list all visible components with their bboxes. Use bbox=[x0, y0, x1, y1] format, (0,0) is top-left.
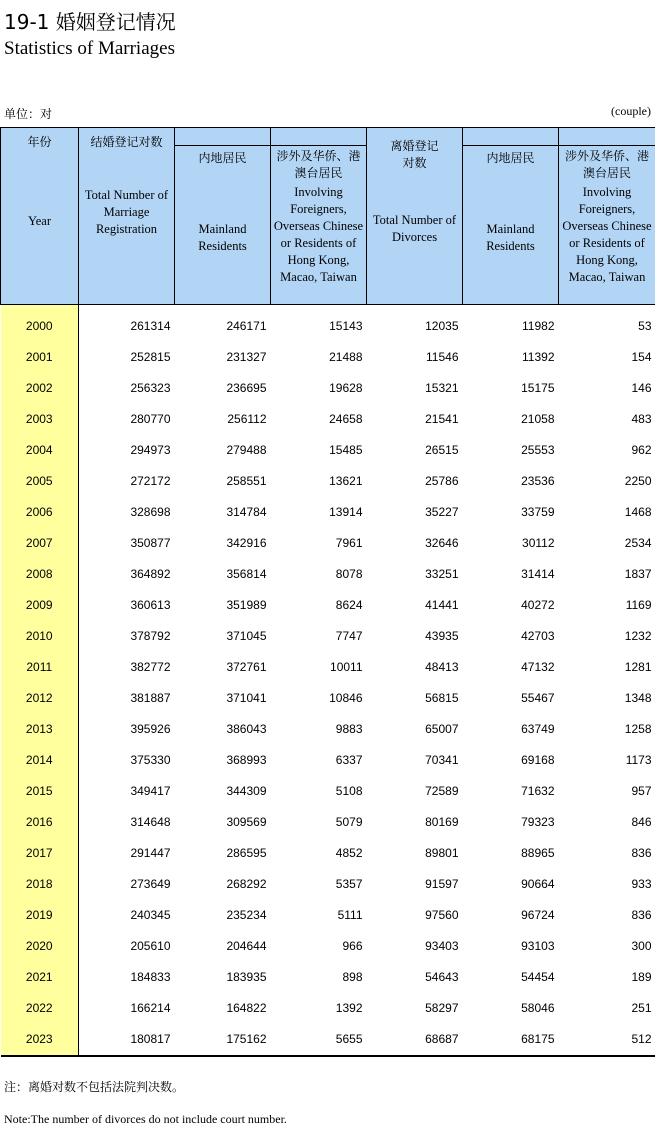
cell-marriage-foreign: 7747 bbox=[335, 629, 363, 643]
cell-marriage-total: 294973 bbox=[130, 443, 171, 457]
cell-marriage-foreign: 5357 bbox=[335, 877, 363, 891]
cell-marriage-foreign: 15485 bbox=[329, 443, 363, 457]
cell-divorce-foreign: 146 bbox=[631, 381, 652, 395]
table-row bbox=[1, 869, 655, 900]
table-row bbox=[1, 435, 655, 466]
cell-marriage-total: 166214 bbox=[130, 1001, 171, 1015]
cell-divorce-mainland: 23536 bbox=[521, 474, 555, 488]
cell-divorce-mainland: 63749 bbox=[521, 722, 555, 736]
cell-marriage-mainland: 386043 bbox=[226, 722, 267, 736]
cell-year: 2019 bbox=[1, 900, 79, 931]
cell-year: 2018 bbox=[1, 869, 79, 900]
cell-marriage-foreign: 1392 bbox=[335, 1001, 363, 1015]
cell-marriage-total: 184833 bbox=[130, 970, 171, 984]
cell-divorce-mainland: 68175 bbox=[463, 1024, 559, 1056]
table-row bbox=[1, 931, 655, 962]
cell-divorce-foreign: 957 bbox=[631, 784, 652, 798]
cell-marriage-mainland: 344309 bbox=[226, 784, 267, 798]
cell-year: 2021 bbox=[1, 962, 79, 993]
cell-year: 2020 bbox=[1, 931, 79, 962]
header-divorce-foreign-cn: 涉外及华侨、港澳台居民 bbox=[564, 149, 649, 180]
table-row bbox=[1, 745, 655, 776]
cell-marriage-mainland: 164822 bbox=[226, 1001, 267, 1015]
cell-divorce-total: 41441 bbox=[425, 598, 459, 612]
cell-marriage-foreign: 13621 bbox=[329, 474, 363, 488]
cell-marriage-foreign: 21488 bbox=[329, 350, 363, 364]
cell-year: 2016 bbox=[1, 807, 79, 838]
cell-divorce-foreign: 1232 bbox=[624, 629, 652, 643]
cell-year: 2014 bbox=[1, 745, 79, 776]
cell-marriage-foreign: 6337 bbox=[335, 753, 363, 767]
cell-divorce-total: 68687 bbox=[367, 1024, 463, 1056]
header-divorce-mainland-cn: 内地居民 bbox=[486, 151, 535, 165]
cell-divorce-mainland: 40272 bbox=[521, 598, 555, 612]
cell-divorce-mainland: 90664 bbox=[521, 877, 555, 891]
cell-marriage-mainland: 231327 bbox=[226, 350, 267, 364]
table-row bbox=[1, 776, 655, 807]
cell-divorce-foreign: 483 bbox=[631, 412, 652, 426]
cell-marriage-mainland: 236695 bbox=[226, 381, 267, 395]
cell-divorce-foreign: 1348 bbox=[624, 691, 652, 705]
header-divorce-foreign bbox=[559, 146, 655, 305]
cell-marriage-total: 375330 bbox=[130, 753, 171, 767]
cell-marriage-mainland: 356814 bbox=[226, 567, 267, 581]
cell-marriage-mainland: 235234 bbox=[226, 908, 267, 922]
table-row bbox=[1, 528, 655, 559]
cell-divorce-total: 65007 bbox=[425, 722, 459, 736]
table-row bbox=[1, 807, 655, 838]
cell-divorce-mainland: 47132 bbox=[521, 660, 555, 674]
cell-marriage-foreign: 8078 bbox=[335, 567, 363, 581]
cell-marriage-foreign: 9883 bbox=[335, 722, 363, 736]
cell-divorce-foreign: 189 bbox=[631, 970, 652, 984]
header-marriage-mainland bbox=[175, 146, 271, 305]
cell-marriage-foreign: 19628 bbox=[329, 381, 363, 395]
page-title-en: Statistics of Marriages bbox=[4, 38, 175, 59]
cell-divorce-mainland: 79323 bbox=[521, 815, 555, 829]
cell-divorce-mainland: 21058 bbox=[521, 412, 555, 426]
cell-divorce-mainland: 42703 bbox=[521, 629, 555, 643]
cell-divorce-total: 72589 bbox=[425, 784, 459, 798]
cell-year: 2006 bbox=[1, 497, 79, 528]
header-year-en: Year bbox=[27, 214, 52, 228]
header-divorce-mainland bbox=[463, 146, 559, 305]
cell-marriage-total: 349417 bbox=[130, 784, 171, 798]
cell-marriage-foreign: 7961 bbox=[335, 536, 363, 550]
cell-marriage-mainland: 371045 bbox=[226, 629, 267, 643]
cell-divorce-total: 15321 bbox=[425, 381, 459, 395]
cell-marriage-total: 256323 bbox=[130, 381, 171, 395]
cell-divorce-mainland: 11392 bbox=[522, 350, 555, 364]
cell-year: 2017 bbox=[1, 838, 79, 869]
cell-marriage-foreign: 4852 bbox=[335, 846, 363, 860]
cell-divorce-mainland: 54454 bbox=[521, 970, 555, 984]
header-marriage-mainland-cn: 内地居民 bbox=[198, 151, 247, 165]
cell-divorce-mainland: 88965 bbox=[521, 846, 555, 860]
cell-divorce-foreign: 1258 bbox=[624, 722, 652, 736]
cell-divorce-foreign: 846 bbox=[631, 815, 652, 829]
cell-marriage-total: 272172 bbox=[130, 474, 171, 488]
cell-year: 2000 bbox=[1, 305, 79, 343]
cell-marriage-mainland: 351989 bbox=[226, 598, 267, 612]
header-gap bbox=[559, 128, 655, 146]
cell-year: 2007 bbox=[1, 528, 79, 559]
cell-divorce-total: 21541 bbox=[425, 412, 459, 426]
cell-divorce-total: 58297 bbox=[425, 1001, 459, 1015]
cell-divorce-total: 56815 bbox=[425, 691, 459, 705]
cell-divorce-foreign: 1281 bbox=[624, 660, 652, 674]
cell-divorce-mainland: 33759 bbox=[521, 505, 555, 519]
table-row bbox=[1, 404, 655, 435]
unit-label-cn: 单位：对 bbox=[4, 107, 53, 121]
cell-marriage-foreign: 15143 bbox=[329, 319, 363, 333]
header-gap bbox=[271, 128, 367, 146]
cell-marriage-total: 240345 bbox=[130, 908, 171, 922]
cell-divorce-total: 12035 bbox=[425, 319, 459, 333]
cell-marriage-total: 378792 bbox=[130, 629, 171, 643]
cell-divorce-foreign: 2250 bbox=[624, 474, 652, 488]
cell-marriage-mainland: 204644 bbox=[226, 939, 267, 953]
table-row bbox=[1, 838, 655, 869]
cell-marriage-total: 360613 bbox=[130, 598, 171, 612]
cell-divorce-total: 97560 bbox=[425, 908, 459, 922]
footnote-en: Note:The number of divorces do not include court number. bbox=[4, 1112, 287, 1126]
cell-marriage-mainland: 309569 bbox=[226, 815, 267, 829]
cell-marriage-mainland: 246171 bbox=[226, 319, 267, 333]
cell-divorce-mainland: 11982 bbox=[522, 319, 555, 333]
cell-marriage-foreign: 5108 bbox=[335, 784, 363, 798]
header-marriage-foreign bbox=[271, 146, 367, 305]
cell-year: 2008 bbox=[1, 559, 79, 590]
cell-marriage-total: 252815 bbox=[130, 350, 171, 364]
cell-marriage-foreign: 898 bbox=[342, 970, 363, 984]
table-row bbox=[1, 305, 655, 343]
header-marriage-foreign-cn: 涉外及华侨、港澳台居民 bbox=[276, 149, 361, 180]
cell-marriage-foreign: 10846 bbox=[329, 691, 363, 705]
table-row bbox=[1, 993, 655, 1024]
cell-divorce-total: 93403 bbox=[425, 939, 459, 953]
cell-marriage-total: 314648 bbox=[130, 815, 171, 829]
cell-divorce-mainland: 71632 bbox=[521, 784, 555, 798]
cell-marriage-foreign: 13914 bbox=[329, 505, 363, 519]
cell-marriage-foreign: 966 bbox=[342, 939, 363, 953]
cell-marriage-total: 273649 bbox=[130, 877, 171, 891]
cell-marriage-total: 364892 bbox=[130, 567, 171, 581]
table-row bbox=[1, 714, 655, 745]
cell-divorce-foreign: 933 bbox=[631, 877, 652, 891]
table-row bbox=[1, 497, 655, 528]
cell-year: 2003 bbox=[1, 404, 79, 435]
header-divorce-mainland-en: Mainland Residents bbox=[486, 222, 535, 253]
cell-divorce-total: 43935 bbox=[425, 629, 459, 643]
cell-marriage-total: 291447 bbox=[130, 846, 171, 860]
header-marriage-mainland-en: Mainland Residents bbox=[198, 222, 247, 253]
cell-divorce-mainland: 30112 bbox=[522, 536, 555, 550]
cell-divorce-foreign: 1173 bbox=[625, 753, 652, 767]
cell-marriage-total: 350877 bbox=[130, 536, 171, 550]
unit-label-en: (couple) bbox=[611, 104, 651, 118]
cell-marriage-mainland: 371041 bbox=[226, 691, 267, 705]
table-body bbox=[1, 305, 655, 1057]
header-marriage-total-en: Total Number of Marriage Registration bbox=[84, 188, 169, 236]
cell-divorce-foreign: 1468 bbox=[624, 505, 652, 519]
cell-divorce-total: 89801 bbox=[425, 846, 459, 860]
cell-divorce-total: 35227 bbox=[425, 505, 459, 519]
cell-divorce-total: 25786 bbox=[425, 474, 459, 488]
cell-marriage-foreign: 5655 bbox=[271, 1024, 367, 1056]
cell-year: 2009 bbox=[1, 590, 79, 621]
cell-divorce-foreign: 2534 bbox=[624, 536, 652, 550]
header-year-cn: 年份 bbox=[27, 135, 52, 149]
cell-year: 2022 bbox=[1, 993, 79, 1024]
table-row bbox=[1, 900, 655, 931]
marriage-statistics-table bbox=[0, 127, 655, 1057]
table-row bbox=[1, 683, 655, 714]
header-divorce-total-cn: 离婚登记对数 bbox=[390, 139, 439, 170]
cell-marriage-total: 280770 bbox=[130, 412, 171, 426]
footnote-cn: 注：离婚对数不包括法院判决数。 bbox=[4, 1080, 185, 1094]
cell-divorce-total: 91597 bbox=[425, 877, 459, 891]
cell-year: 2002 bbox=[1, 373, 79, 404]
cell-marriage-total: 180817 bbox=[79, 1024, 175, 1056]
cell-divorce-foreign: 251 bbox=[631, 1001, 652, 1015]
cell-year: 2001 bbox=[1, 342, 79, 373]
header-gap bbox=[463, 128, 559, 146]
cell-divorce-foreign: 53 bbox=[638, 319, 652, 333]
cell-divorce-foreign: 512 bbox=[559, 1024, 655, 1056]
table-row bbox=[1, 559, 655, 590]
header-divorce-total-en: Total Number of Divorces bbox=[372, 213, 457, 244]
cell-divorce-foreign: 962 bbox=[631, 443, 652, 457]
cell-marriage-mainland: 175162 bbox=[175, 1024, 271, 1056]
cell-year: 2004 bbox=[1, 435, 79, 466]
header-divorce-total bbox=[367, 128, 463, 305]
cell-divorce-mainland: 31414 bbox=[521, 567, 555, 581]
cell-divorce-mainland: 96724 bbox=[521, 908, 555, 922]
cell-divorce-total: 33251 bbox=[425, 567, 459, 581]
cell-divorce-foreign: 300 bbox=[631, 939, 652, 953]
cell-marriage-total: 381887 bbox=[130, 691, 171, 705]
header-year bbox=[1, 128, 79, 305]
cell-marriage-mainland: 256112 bbox=[227, 412, 267, 426]
header-marriage-total-cn: 结婚登记对数 bbox=[90, 135, 163, 149]
cell-marriage-mainland: 286595 bbox=[226, 846, 267, 860]
cell-year: 2011 bbox=[1, 652, 79, 683]
header-marriage-foreign-en: Involving Foreigners, Overseas Chinese or Residents of Hong Kong, Macao, Taiwan bbox=[273, 185, 364, 284]
cell-marriage-total: 395926 bbox=[130, 722, 171, 736]
cell-marriage-mainland: 342916 bbox=[226, 536, 267, 550]
cell-divorce-foreign: 1837 bbox=[624, 567, 652, 581]
header-divorce-foreign-en: Involving Foreigners, Overseas Chinese or Residents of Hong Kong, Macao, Taiwan bbox=[562, 185, 652, 284]
cell-marriage-total: 328698 bbox=[130, 505, 171, 519]
cell-marriage-mainland: 368993 bbox=[226, 753, 267, 767]
cell-divorce-mainland: 93103 bbox=[521, 939, 555, 953]
cell-divorce-mainland: 25553 bbox=[521, 443, 555, 457]
cell-year: 2015 bbox=[1, 776, 79, 807]
cell-divorce-mainland: 55467 bbox=[521, 691, 555, 705]
cell-marriage-foreign: 24658 bbox=[329, 412, 363, 426]
header-marriage-total bbox=[79, 128, 175, 305]
cell-divorce-foreign: 1169 bbox=[625, 598, 652, 612]
header-gap bbox=[175, 128, 271, 146]
cell-divorce-total: 26515 bbox=[425, 443, 459, 457]
cell-divorce-total: 80169 bbox=[425, 815, 459, 829]
cell-divorce-total: 54643 bbox=[425, 970, 459, 984]
table-row bbox=[1, 466, 655, 497]
cell-marriage-total: 261314 bbox=[130, 319, 171, 333]
cell-year: 2023 bbox=[1, 1024, 79, 1056]
cell-divorce-foreign: 836 bbox=[631, 846, 652, 860]
cell-year: 2013 bbox=[1, 714, 79, 745]
table-row bbox=[1, 373, 655, 404]
table-row bbox=[1, 621, 655, 652]
page-title-cn: 19-1 婚姻登记情况 bbox=[4, 10, 176, 34]
cell-marriage-mainland: 314784 bbox=[226, 505, 267, 519]
cell-divorce-total: 32646 bbox=[425, 536, 459, 550]
cell-divorce-total: 70341 bbox=[425, 753, 459, 767]
cell-marriage-foreign: 5079 bbox=[335, 815, 363, 829]
cell-year: 2005 bbox=[1, 466, 79, 497]
cell-divorce-mainland: 15175 bbox=[521, 381, 555, 395]
table-row bbox=[1, 962, 655, 993]
cell-year: 2012 bbox=[1, 683, 79, 714]
cell-marriage-total: 205610 bbox=[130, 939, 171, 953]
cell-marriage-mainland: 372761 bbox=[226, 660, 267, 674]
table-row bbox=[1, 1024, 655, 1056]
cell-divorce-mainland: 58046 bbox=[521, 1001, 555, 1015]
cell-marriage-mainland: 279488 bbox=[226, 443, 267, 457]
cell-marriage-mainland: 268292 bbox=[226, 877, 267, 891]
cell-marriage-foreign: 8624 bbox=[335, 598, 363, 612]
cell-divorce-foreign: 836 bbox=[631, 908, 652, 922]
cell-marriage-foreign: 5111 bbox=[337, 908, 363, 922]
cell-divorce-foreign: 154 bbox=[631, 350, 652, 364]
cell-divorce-mainland: 69168 bbox=[521, 753, 555, 767]
table-row bbox=[1, 652, 655, 683]
cell-marriage-total: 382772 bbox=[130, 660, 171, 674]
cell-divorce-total: 11546 bbox=[426, 350, 459, 364]
cell-year: 2010 bbox=[1, 621, 79, 652]
cell-marriage-mainland: 258551 bbox=[226, 474, 267, 488]
cell-divorce-total: 48413 bbox=[425, 660, 459, 674]
cell-marriage-foreign: 10011 bbox=[330, 660, 363, 674]
table-row bbox=[1, 342, 655, 373]
cell-marriage-mainland: 183935 bbox=[226, 970, 267, 984]
table-row bbox=[1, 590, 655, 621]
